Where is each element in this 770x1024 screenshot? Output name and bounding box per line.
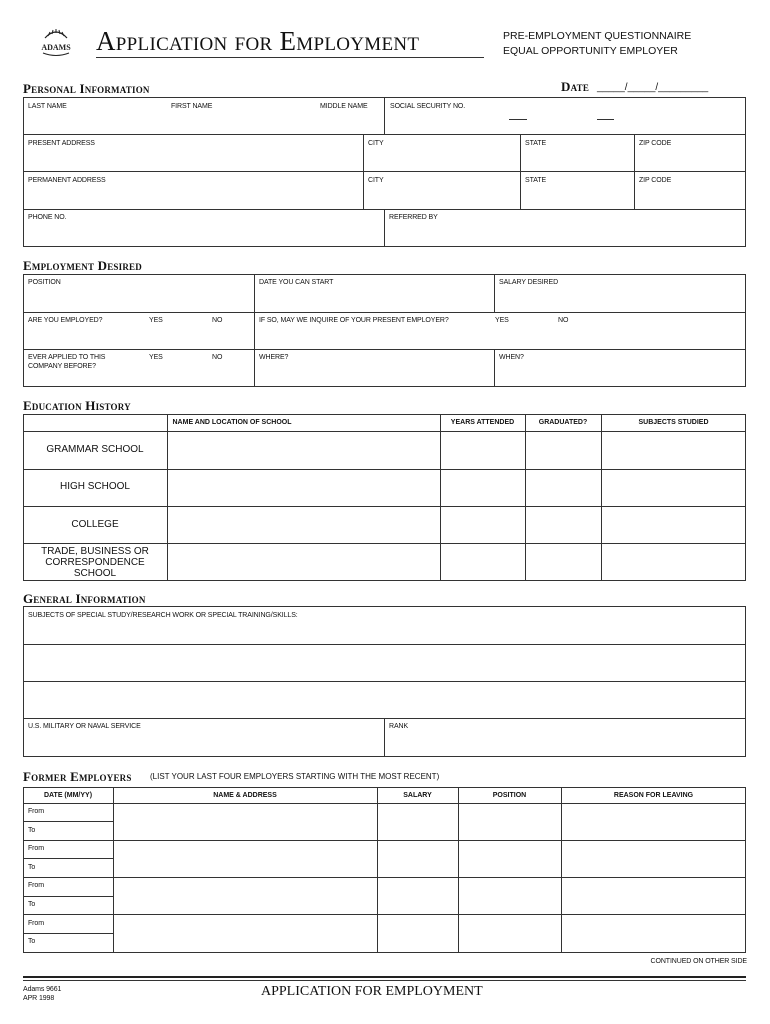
military-service-field[interactable]: U.S. MILITARY OR NAVAL SERVICE [28, 723, 141, 730]
employed-yes-option[interactable]: YES [149, 317, 163, 324]
subtitle-line2: EQUAL OPPORTUNITY EMPLOYER [503, 45, 678, 57]
employment-box [23, 274, 746, 387]
employed-no-option[interactable]: NO [212, 317, 223, 324]
employer3-from[interactable]: From [28, 882, 44, 889]
employer1-from[interactable]: From [28, 808, 44, 815]
edu-col-years: YEARS ATTENDED [450, 419, 515, 426]
applied-no-option[interactable]: NO [212, 354, 223, 361]
emp-col-name-address: NAME & ADDRESS [213, 792, 277, 799]
inquire-yes-option[interactable]: YES [495, 317, 509, 324]
permanent-state-field[interactable]: STATE [525, 177, 547, 184]
start-date-field[interactable]: DATE YOU CAN START [259, 279, 334, 286]
emp-col-date: DATE (MM/YY) [43, 792, 93, 799]
inquire-no-option[interactable]: NO [558, 317, 569, 324]
education-heading: Education History [23, 398, 131, 413]
edu-row-trade: TRADE, BUSINESS OR CORRESPONDENCE SCHOOL [41, 546, 149, 579]
inquire-question: IF SO, MAY WE INQUIRE OF YOUR PRESENT EMPLOYER? [259, 317, 449, 324]
date-label: Date [561, 79, 590, 94]
emp-col-salary: SALARY [403, 792, 432, 799]
employers-heading: Former Employers [23, 769, 132, 784]
salary-desired-field[interactable]: SALARY DESIRED [499, 279, 559, 286]
employer3-to[interactable]: To [28, 901, 36, 908]
emp-col-reason: REASON FOR LEAVING [613, 792, 694, 799]
first-name-field[interactable]: FIRST NAME [171, 103, 213, 110]
present-address-field[interactable]: PRESENT ADDRESS [28, 140, 95, 147]
permanent-address-field[interactable]: PERMANENT ADDRESS [28, 177, 106, 184]
edu-row-college: COLLEGE [71, 519, 119, 530]
form-number: Adams 9661 [23, 986, 62, 993]
ssn-field[interactable]: SOCIAL SECURITY NO. [390, 103, 466, 110]
applied-question-line1: EVER APPLIED TO THIS [28, 354, 106, 361]
employers-table [23, 787, 746, 953]
employer4-to[interactable]: To [28, 938, 36, 945]
employer2-from[interactable]: From [28, 845, 44, 852]
last-name-field[interactable]: LAST NAME [28, 103, 67, 110]
date-field[interactable]: _____/_____/_________ [597, 82, 709, 93]
where-field[interactable]: WHERE? [259, 354, 289, 361]
when-field[interactable]: WHEN? [499, 354, 524, 361]
page-title: Application for Employment [96, 26, 420, 56]
employers-note: (LIST YOUR LAST FOUR EMPLOYERS STARTING WITH THE MOST RECENT) [150, 772, 440, 781]
general-heading: General Information [23, 591, 146, 606]
present-state-field[interactable]: STATE [525, 140, 547, 147]
permanent-city-field[interactable]: CITY [368, 177, 384, 184]
present-city-field[interactable]: CITY [368, 140, 384, 147]
present-zip-field[interactable]: ZIP CODE [639, 140, 672, 147]
employer4-from[interactable]: From [28, 920, 44, 927]
edu-col-school: NAME AND LOCATION OF SCHOOL [172, 419, 292, 426]
emp-col-position: POSITION [492, 792, 527, 799]
subtitle-line1: PRE-EMPLOYMENT QUESTIONNAIRE [503, 30, 692, 42]
special-study-field[interactable]: SUBJECTS OF SPECIAL STUDY/RESEARCH WORK OR SPECIAL TRAINING/SKILLS: [28, 612, 298, 619]
edu-col-subjects: SUBJECTS STUDIED [638, 419, 709, 426]
edu-row-grammar: GRAMMAR SCHOOL [46, 444, 144, 455]
applied-yes-option[interactable]: YES [149, 354, 163, 361]
employment-heading: Employment Desired [23, 258, 142, 273]
form-date: APR 1998 [23, 995, 55, 1002]
rank-field[interactable]: RANK [389, 723, 409, 730]
personal-heading: Personal Information [23, 81, 150, 96]
employed-question: ARE YOU EMPLOYED? [28, 317, 103, 324]
phone-field[interactable]: PHONE NO. [28, 214, 67, 221]
edu-col-graduated: GRADUATED? [538, 419, 588, 426]
footer-divider [23, 976, 746, 978]
permanent-zip-field[interactable]: ZIP CODE [639, 177, 672, 184]
continued-note: CONTINUED ON OTHER SIDE [650, 958, 747, 965]
position-field[interactable]: POSITION [28, 279, 61, 286]
edu-row-high-school: HIGH SCHOOL [59, 481, 130, 492]
employer1-to[interactable]: To [28, 827, 36, 834]
middle-name-field[interactable]: MIDDLE NAME [320, 103, 368, 110]
referred-by-field[interactable]: REFERRED BY [389, 214, 438, 221]
applied-question-line2: COMPANY BEFORE? [28, 363, 96, 370]
adams-logo-icon [40, 24, 72, 58]
employer2-to[interactable]: To [28, 864, 36, 871]
footer-title: APPLICATION FOR EMPLOYMENT [261, 984, 483, 999]
svg-text:ADAMS: ADAMS [41, 43, 71, 52]
